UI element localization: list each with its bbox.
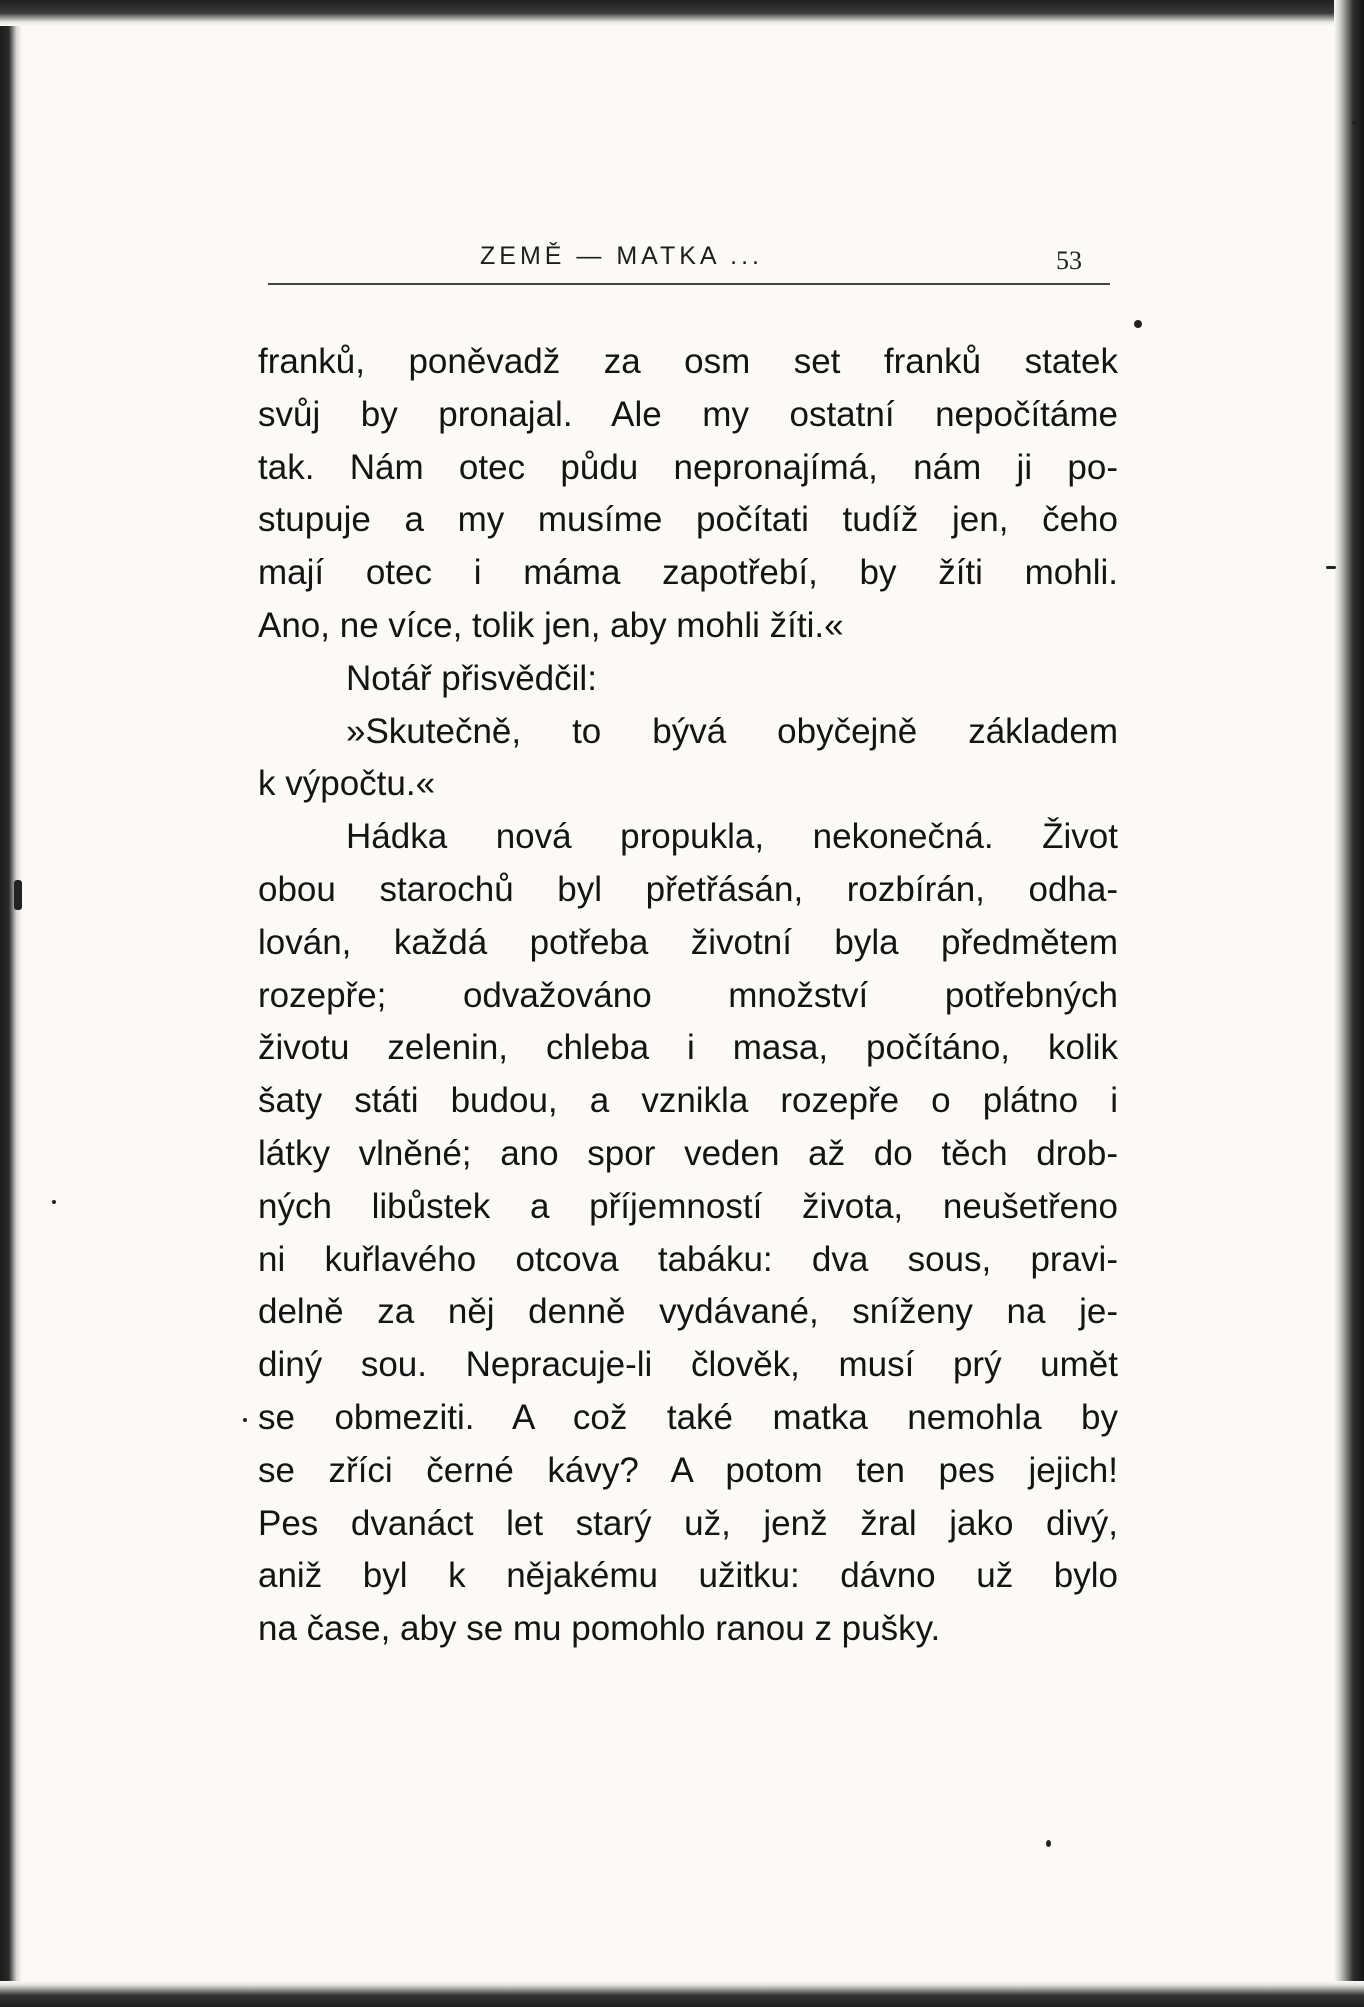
header-rule [268, 283, 1110, 285]
dust-speck [1326, 566, 1336, 569]
dust-speck [243, 1418, 247, 1422]
text-line: k výpočtu.« [258, 764, 436, 804]
text-line: obou starochů byl přetřásán, rozbírán, odha- [258, 869, 1118, 909]
text-line: stupuje a my musíme počítati tudíž jen, čeho [258, 500, 1118, 540]
text-line: franků, poněvadž za osm set franků statek [258, 342, 1118, 381]
text-line: »Skutečně, to bývá obyčejně základem [346, 711, 1118, 751]
left-scan-edge [0, 0, 22, 2007]
dust-speck [52, 1200, 56, 1204]
text-line: ných libůstek a příjemností života, neušetřeno [258, 1186, 1118, 1226]
text-line: látky vlněné; ano spor veden až do těch drob- [258, 1133, 1118, 1173]
chapter-title: ZEMĚ — MATKA ... [480, 242, 764, 270]
text-line: ni kuřlavého otcova tabáku: dva sous, pravi- [258, 1239, 1118, 1279]
text-line: Pes dvanáct let starý už, jenž žral jako divý, [258, 1503, 1118, 1543]
text-line: se obmeziti. A což také matka nemohla by [258, 1397, 1118, 1437]
text-line: lován, každá potřeba životní byla předmětem [258, 922, 1118, 962]
text-line: Ano, ne více, tolik jen, aby mohli žíti.« [258, 605, 844, 645]
body-text [258, 336, 1118, 1656]
text-line: delně za něj denně vydávané, sníženy na je- [258, 1292, 1118, 1332]
text-line: aniž byl k nějakému užitku: dávno už bylo [258, 1556, 1118, 1596]
text-line: tak. Nám otec půdu nepronajímá, nám ji po- [258, 447, 1118, 487]
bottom-scan-edge [0, 1981, 1364, 2007]
right-scan-edge [1334, 0, 1364, 2007]
running-head [268, 228, 1118, 288]
text-line: šaty státi budou, a vznikla rozepře o plátno i [258, 1081, 1118, 1121]
text-line: mají otec i máma zapotřebí, by žíti mohli. [258, 553, 1118, 593]
dust-speck [1352, 120, 1357, 125]
page-number: 53 [1056, 246, 1082, 275]
dust-speck [1134, 320, 1142, 328]
text-line: svůj by pronajal. Ale my ostatní nepočítáme [258, 394, 1118, 434]
top-scan-edge [0, 0, 1364, 26]
text-line: se zříci černé kávy? A potom ten pes jejich! [258, 1450, 1118, 1490]
text-line: Hádka nová propukla, nekonečná. Život [346, 817, 1118, 857]
text-line: diný sou. Nepracuje-li člověk, musí prý umět [258, 1345, 1118, 1385]
text-line: Notář přisvědčil: [346, 658, 597, 698]
dust-speck [14, 880, 22, 910]
text-line: na čase, aby se mu pomohlo ranou z pušky. [258, 1609, 941, 1649]
text-line: rozepře; odvažováno množství potřebných [258, 975, 1118, 1015]
text-line: životu zelenin, chleba i masa, počítáno, kolik [258, 1028, 1118, 1068]
dust-speck [1046, 1840, 1051, 1847]
